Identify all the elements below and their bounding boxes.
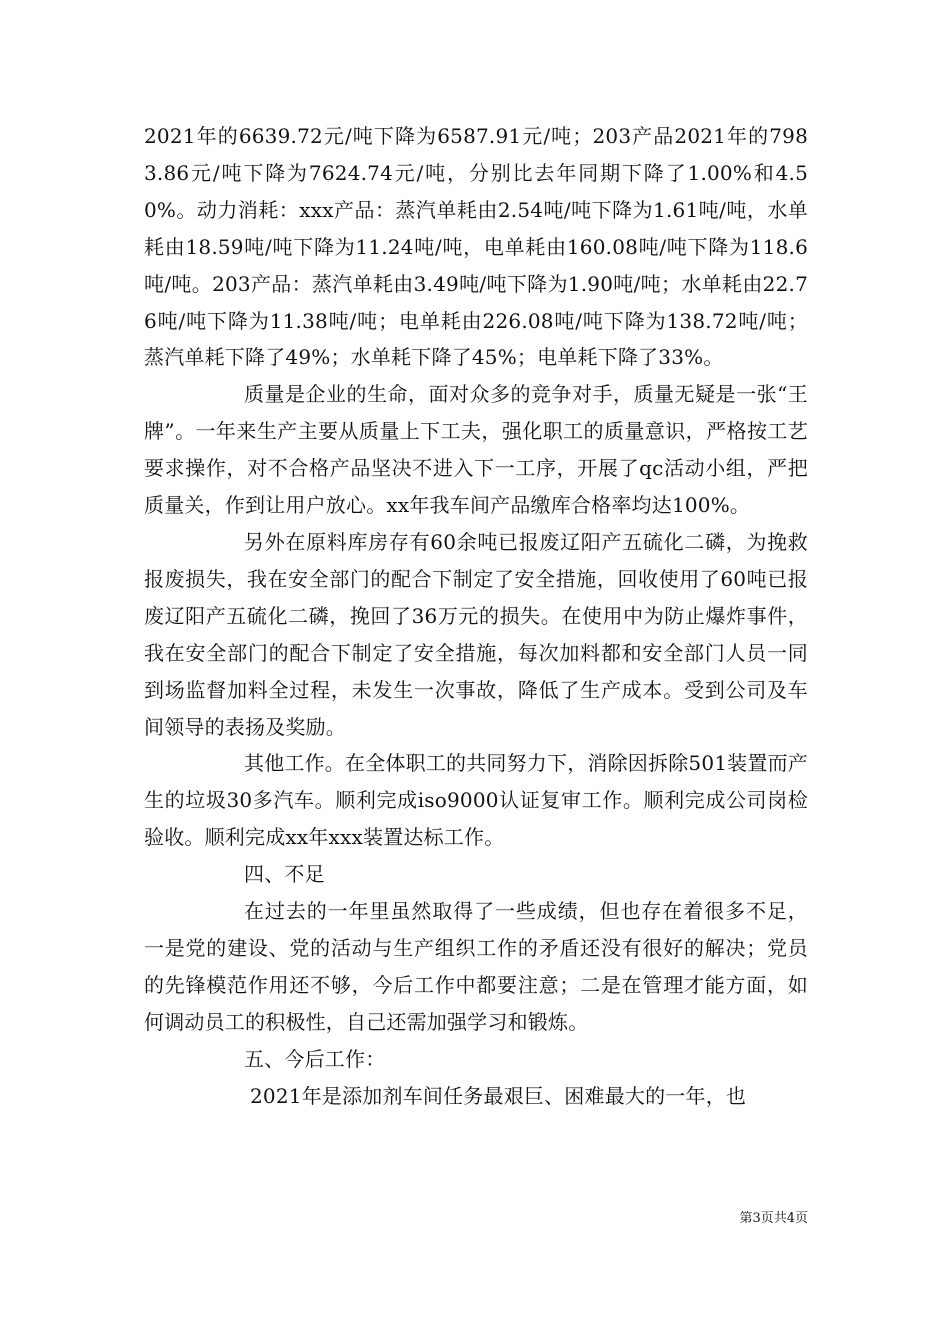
heading-future-work: 五、今后工作： xyxy=(244,1046,386,1071)
paragraph-other-work: 其他工作。在全体职工的共同努力下，消除因拆除501装置而产生的垃圾30多汽车。顺利完成iso9000认证复审工作。顺利完成公司岗检验收。顺利完成xx年xxx装置达标工作。 xyxy=(144,751,808,850)
paragraph-shortcomings: 在过去的一年里虽然取得了一些成绩，但也存在着很多不足，一是党的建设、党的活动与生产组织工作的矛盾还没有很好的解决；党员的先锋模范作用还不够，今后工作中都要注意；二是在管理才能方面，如何调动员工的积极性，自己还需加强学习和锻炼。 xyxy=(144,899,808,1034)
paragraph-cost-consumption: 2021年的6639.72元/吨下降为6587.91元/吨；203产品2021年的7983.86元/吨下降为7624.74元/吨，分别比去年同期下降了1.00%和4.50%。动力消耗：xxx产品：蒸汽单耗由2.54吨/吨下降为1.61吨/吨，水单耗由18.59吨/吨下降为11.24吨/吨，电单耗由160.08吨/吨下降为118.6吨/吨。203产品：蒸汽单耗由3.49吨/吨下降为1.90吨/吨；水单耗由22.76吨/吨下降为11.38吨/吨；电单耗由226.08吨/吨下降为138.72吨/吨；蒸汽单耗下降了49%；水单耗下降了45%；电单耗下降了33%。 xyxy=(144,124,808,370)
paragraph-raw-material-recovery: 另外在原料库房存有60余吨已报废辽阳产五硫化二磷，为挽救报废损失，我在安全部门的配合下制定了安全措施，回收使用了60吨已报废辽阳产五硫化二磷，挽回了36万元的损失。在使用中为防止爆炸事件，我在安全部门的配合下制定了安全措施，每次加料都和安全部门人员一同到场监督加料全过程，未发生一次事故，降低了生产成本。受到公司及车间领导的表扬及奖励。 xyxy=(144,529,808,739)
document-body xyxy=(144,118,808,1114)
page-number: 第3页共4页 xyxy=(739,1211,808,1226)
paragraph-future-work: 2021年是添加剂车间任务最艰巨、困难最大的一年，也 xyxy=(250,1083,747,1108)
paragraph-quality: 质量是企业的生命，面对众多的竞争对手，质量无疑是一张“王牌”。一年来生产主要从质量上下工夫，强化职工的质量意识，严格按工艺要求操作，对不合格产品坚决不进入下一工序，开展了qc活动小组，严把质量关，作到让用户放心。xx年我车间产品缴库合格率均达100%。 xyxy=(144,382,808,518)
heading-shortcomings: 四、不足 xyxy=(244,862,325,887)
